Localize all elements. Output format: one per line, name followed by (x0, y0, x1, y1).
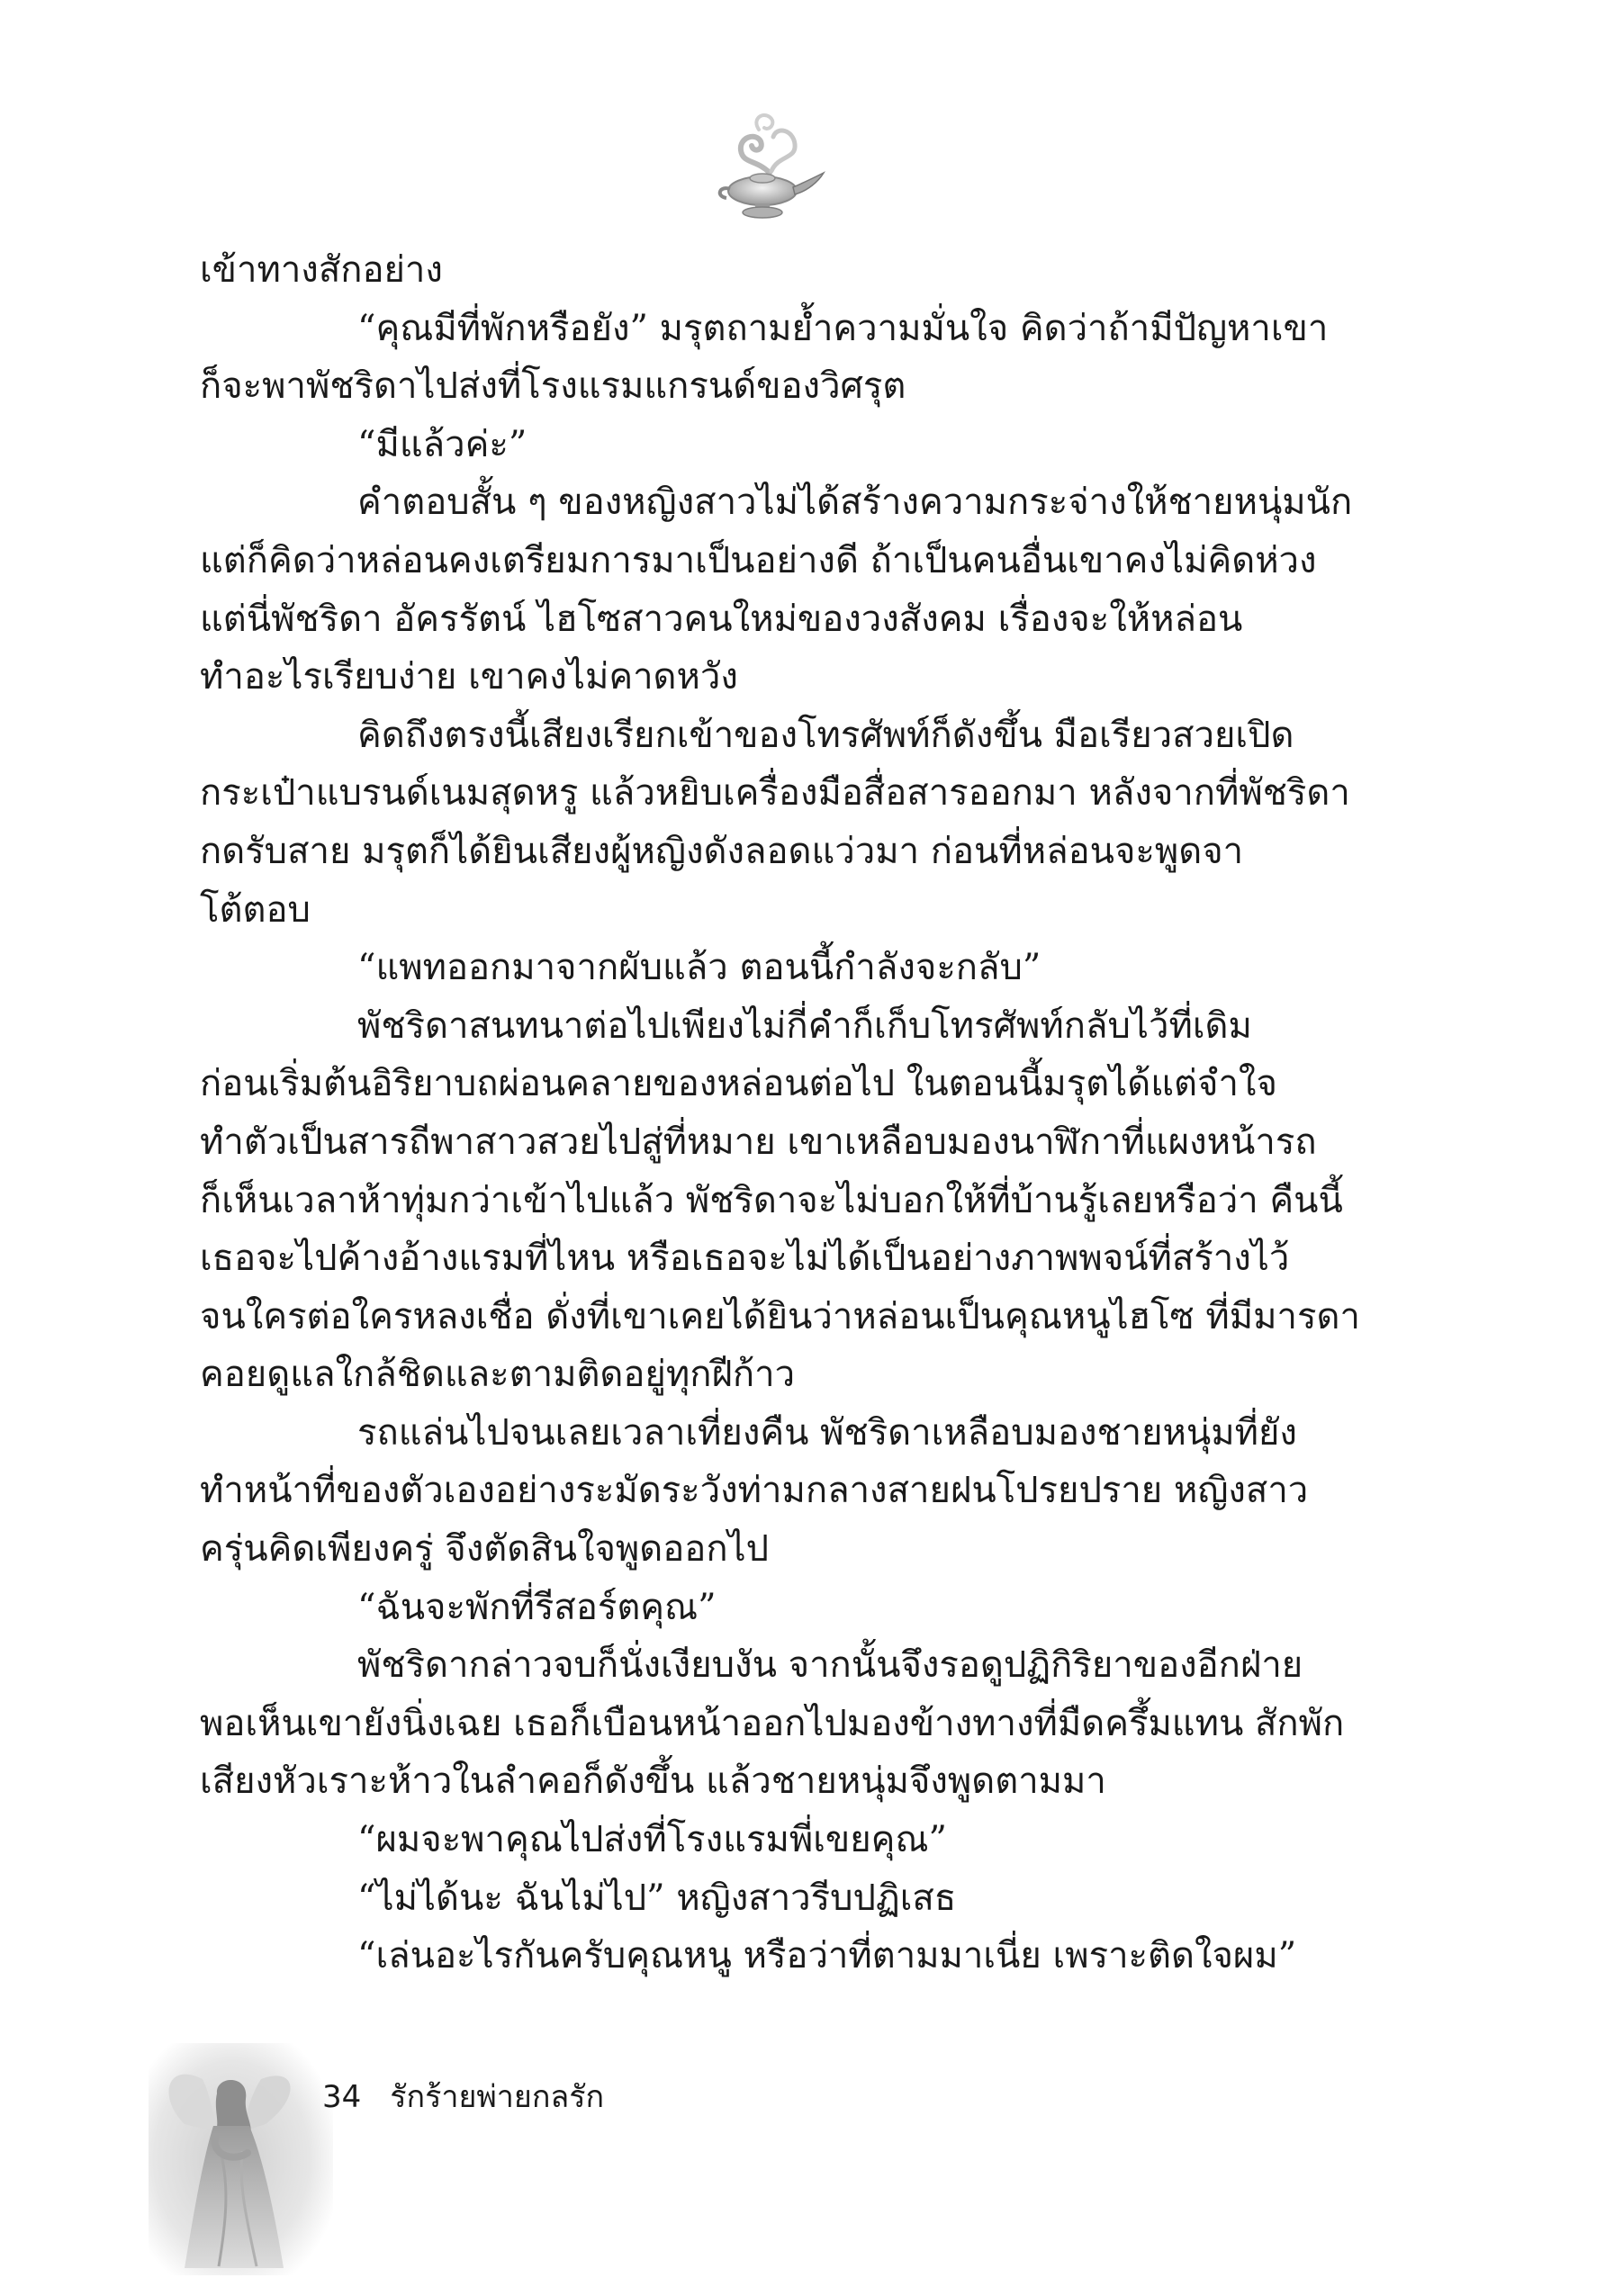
paragraph-line: แต่นี่พัชริดา อัครรัตน์ ไฮโซสาวคนใหม่ของวงสังคม เรื่องจะให้หล่อน (200, 598, 1243, 640)
paragraph-start-line: “แพทออกมาจากผับแล้ว ตอนนี้กำลังจะกลับ” (357, 947, 1041, 989)
book-title: รักร้ายพ่ายกลรัก (390, 2079, 605, 2115)
page-footer (322, 2072, 604, 2120)
paragraph-line: กระเป๋าแบรนด์เนมสุดหรู แล้วหยิบเครื่องมือสื่อสารออกมา หลังจากที่พัชริดา (200, 772, 1350, 815)
paragraph-line: คอยดูแลใกล้ชิดและตามติดอยู่ทุกฝีก้าว (200, 1354, 796, 1396)
paragraph-line: ก็เห็นเวลาห้าทุ่มกว่าเข้าไปแล้ว พัชริดาจะไม่บอกให้ที่บ้านรู้เลยหรือว่า คืนนี้ (200, 1179, 1343, 1221)
paragraph-line: ก่อนเริ่มต้นอิริยาบถผ่อนคลายของหล่อนต่อไป ในตอนนี้มรุตได้แต่จำใจ (200, 1063, 1277, 1105)
paragraph-line: ทำหน้าที่ของตัวเองอย่างระมัดระวังท่ามกลางสายฝนโปรยปราย หญิงสาว (200, 1470, 1309, 1512)
paragraph-start-line: พัชริดากล่าวจบก็นั่งเงียบงัน จากนั้นจึงรอดูปฏิกิริยาของอีกฝ่าย (357, 1644, 1303, 1687)
paragraph-line: พอเห็นเขายังนิ่งเฉย เธอก็เบือนหน้าออกไปมองข้างทางที่มืดครึ้มแทน สักพัก (200, 1702, 1345, 1744)
paragraph-start-line: พัชริดาสนทนาต่อไปเพียงไม่กี่คำก็เก็บโทรศัพท์กลับไว้ที่เดิม (357, 1004, 1252, 1047)
paragraph-start-line: “เล่นอะไรกันครับคุณหนู หรือว่าที่ตามมาเนี่ย เพราะติดใจผม” (357, 1935, 1297, 1977)
paragraph-start-line: “ไม่ได้นะ ฉันไม่ไป” หญิงสาวรีบปฏิเสธ (357, 1877, 957, 1919)
paragraph-start-line: “ฉันจะพักที่รีสอร์ตคุณ” (357, 1586, 717, 1628)
paragraph-line: แต่ก็คิดว่าหล่อนคงเตรียมการมาเป็นอย่างดี ถ้าเป็นคนอื่นเขาคงไม่คิดห่วง (200, 539, 1317, 581)
paragraph-start-line: รถแล่นไปจนเลยเวลาเที่ยงคืน พัชริดาเหลือบมองชายหนุ่มที่ยัง (357, 1411, 1297, 1454)
page-number: 34 (322, 2079, 362, 2115)
paragraph-start-line: “ผมจะพาคุณไปส่งที่โรงแรมพี่เขยคุณ” (357, 1819, 947, 1861)
paragraph-line: เข้าทางสักอย่าง (200, 249, 443, 291)
paragraph-line: กดรับสาย มรุตก็ได้ยินเสียงผู้หญิงดังลอดแว่วมา ก่อนที่หล่อนจะพูดจา (200, 830, 1244, 872)
paragraph-line: จนใครต่อใครหลงเชื่อ ดั่งที่เขาเคยได้ยินว่าหล่อนเป็นคุณหนูไฮโซ ที่มีมารดา (200, 1295, 1360, 1337)
paragraph-start-line: คำตอบสั้น ๆ ของหญิงสาวไม่ได้สร้างความกระจ่างให้ชายหนุ่มนัก (357, 482, 1353, 524)
paragraph-line: โต้ตอบ (200, 888, 311, 931)
paragraph-start-line: คิดถึงตรงนี้เสียงเรียกเข้าของโทรศัพท์ก็ดังขึ้น มือเรียวสวยเปิด (357, 714, 1294, 756)
genie-lamp-icon (707, 110, 828, 227)
paragraph-start-line: “คุณมีที่พักหรือยัง” มรุตถามย้ำความมั่นใจ คิดว่าถ้ามีปัญหาเขา (357, 307, 1329, 349)
paragraph-line: เสียงหัวเราะห้าวในลำคอก็ดังขึ้น แล้วชายหนุ่มจึงพูดตามมา (200, 1760, 1106, 1803)
paragraph-line: ครุ่นคิดเพียงครู่ จึงตัดสินใจพูดออกไป (200, 1528, 770, 1571)
paragraph-line: เธอจะไปค้างอ้างแรมที่ไหน หรือเธอจะไม่ได้เป็นอย่างภาพพจน์ที่สร้างไว้ (200, 1238, 1290, 1280)
paragraph-line: ทำอะไรเรียบง่าย เขาคงไม่คาดหวัง (200, 656, 738, 698)
page-body (200, 241, 1360, 1985)
angel-figure-icon (149, 2043, 333, 2275)
paragraph-line: ก็จะพาพัชริดาไปส่งที่โรงแรมแกรนด์ของวิศรุต (200, 365, 906, 408)
paragraph-line: ทำตัวเป็นสารถีพาสาวสวยไปสู่ที่หมาย เขาเหลือบมองนาฬิกาที่แผงหน้ารถ (200, 1121, 1317, 1163)
paragraph-start-line: “มีแล้วค่ะ” (357, 423, 527, 465)
